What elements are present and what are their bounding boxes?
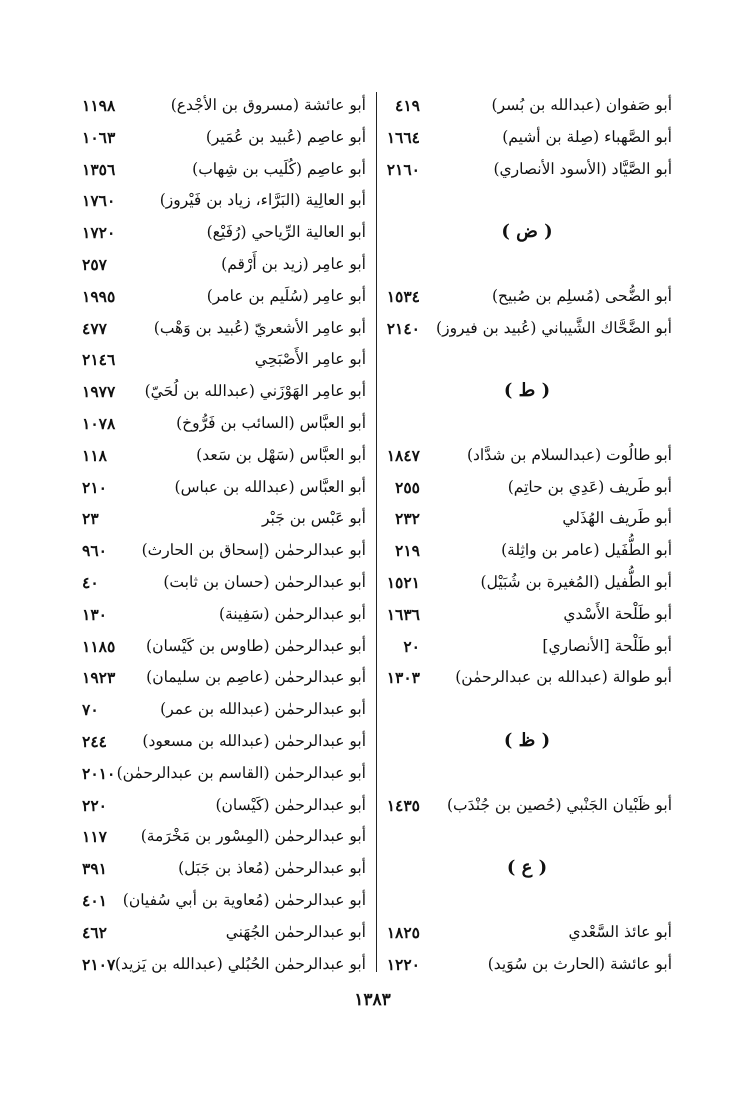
entry-name: أبو الضَّحَّاك الشَّيباني (عُبيد بن فيروز): [436, 318, 672, 337]
entry-number: ٢٢٠: [82, 795, 107, 815]
entry-number: ٢٥٧: [82, 254, 107, 274]
entry-number: ١٧٦٠: [82, 191, 116, 211]
entry-name: أبو عبدالرحمٰن (مُعاوية بن أبي سُفيان): [122, 890, 366, 909]
entry-number: ١٣٠٣: [386, 668, 420, 688]
entry-number: ١٠٦٣: [82, 127, 116, 147]
entry-name: أبو عبدالرحمٰن (سَفِينة): [218, 604, 366, 623]
index-entry: [80, 633, 370, 665]
letter-heading: [382, 378, 672, 410]
entry-name: أبو الطُّفَيل (عامر بن واثِلة): [501, 541, 672, 560]
entry-name: أبو طَريف الهُذَلي: [562, 509, 672, 528]
index-entry: [80, 187, 370, 219]
entry-name: أبو الصَّيَّاد (الأسود الأنصاري): [493, 159, 672, 178]
index-entry: [80, 346, 370, 378]
index-entry: [382, 569, 672, 601]
entry-name: أبو عبدالرحمٰن (مُعاذ بن جَبَل): [178, 859, 366, 878]
entry-name: أبو العبَّاس (سَهْل بن سَعد): [196, 445, 366, 464]
index-entry: [80, 124, 370, 156]
entry-number: ٢٠١٠: [82, 763, 116, 783]
index-entry: [80, 919, 370, 951]
entry-name: أبو عبدالرحمٰن (إسحاق بن الحارث): [141, 541, 366, 560]
entry-number: ٢١٠٧: [82, 954, 116, 974]
page-number: ١٣٨٣: [354, 990, 391, 1010]
entry-number: ١٨٢٥: [386, 922, 420, 942]
entry-number: ١١٨: [82, 445, 107, 465]
index-entry: [80, 474, 370, 506]
entry-name: أبو الطُّفيل (المُغيرة بن شُبَيْل): [480, 572, 672, 591]
left-index-column: [80, 92, 370, 982]
entry-number: ١٦٦٤: [386, 127, 420, 147]
index-entry: [382, 951, 672, 983]
entry-number: ١٠٧٨: [82, 413, 116, 433]
entry-name: أبو الصَّهباء (صِلة بن أشيم): [502, 127, 672, 146]
entry-number: ٢١٤٦: [82, 350, 116, 370]
entry-number: ٢١٦٠: [386, 159, 420, 179]
index-entry: [382, 505, 672, 537]
index-entry: [80, 664, 370, 696]
index-entry: [80, 315, 370, 347]
entry-number: ٤٠١: [82, 890, 107, 910]
entry-name: أبو عبدالرحمٰن (طاوس بن كَيْسان): [146, 636, 366, 655]
index-entry: [80, 601, 370, 633]
index-entry: [382, 537, 672, 569]
entry-number: ٢٥٥: [395, 477, 420, 497]
entry-number: ٤٧٧: [82, 318, 107, 338]
entry-number: ١١٩٨: [82, 96, 116, 115]
entry-name: أبو عبدالرحمٰن (كَيْسان): [215, 795, 366, 814]
entry-name: أبو العبَّاس (السائب بن فَرُّوخ): [176, 413, 366, 432]
blank-row: [382, 887, 672, 919]
index-entry: [80, 887, 370, 919]
entry-name: أبو طَلْحة الأَسْدي: [563, 604, 672, 623]
entry-name: أبو عامِر الهَوْزَني (عبدالله بن لُحَيّ): [144, 382, 366, 401]
entry-name: أبو عامِر الأَصْبَحِي: [254, 350, 366, 369]
entry-name: أبو طالُوت (عبدالسلام بن شدَّاد): [466, 445, 672, 464]
index-entry: [80, 569, 370, 601]
index-entry: [382, 92, 672, 124]
entry-number: ٢١٠: [82, 477, 107, 497]
entry-name: أبو عبدالرحمٰن (حسان بن ثابت): [163, 572, 366, 591]
index-entry: [382, 633, 672, 665]
index-entry: [80, 219, 370, 251]
entry-number: ١٩٩٥: [82, 286, 116, 306]
entry-number: ١٦٣٦: [386, 604, 420, 624]
index-entry: [80, 410, 370, 442]
entry-number: ١٥٣٤: [386, 286, 420, 306]
blank-row: [382, 696, 672, 728]
entry-number: ٢٠: [403, 636, 420, 656]
entry-number: ٢٤٤: [82, 731, 107, 751]
entry-name: أبو عائذ السَّعْدي: [568, 922, 672, 941]
index-entry: [80, 92, 370, 124]
index-entry: [382, 124, 672, 156]
index-entry: [382, 474, 672, 506]
entry-number: ٧٠: [82, 700, 99, 720]
entry-number: ٢١٩: [395, 541, 420, 561]
entry-name: أبو العبَّاس (عبدالله بن عباس): [174, 477, 366, 496]
entry-name: أبو عائشة (مسروق بن الأجْدع): [170, 96, 366, 114]
index-entry: [80, 251, 370, 283]
entry-number: ٤١٩: [395, 96, 420, 115]
letter-heading-label: ( ع ): [506, 857, 548, 879]
entry-number: ١٣٥٦: [82, 159, 116, 179]
index-entry: [382, 792, 672, 824]
index-entry: [80, 728, 370, 760]
entry-number: ١٧٢٠: [82, 223, 116, 243]
index-entry: [382, 442, 672, 474]
entry-name: أبو عاصِم (عُبيد بن عُمَير): [205, 127, 366, 146]
entry-number: ٢١٤٠: [386, 318, 420, 338]
blank-row: [382, 346, 672, 378]
index-entry: [80, 951, 370, 983]
letter-heading: [382, 855, 672, 887]
index-entry: [382, 919, 672, 951]
entry-number: ١٨٤٧: [386, 445, 420, 465]
entry-number: ٢٣٢: [395, 509, 420, 529]
index-entry: [80, 156, 370, 188]
entry-name: أبو عامِر (سُلَيم بن عامر): [206, 286, 366, 305]
entry-name: أبو عاصِم (كُلَيب بن شِهاب): [192, 159, 366, 178]
entry-name: أبو عَبْس بن جَبْر: [261, 509, 366, 528]
entry-number: ١٩٧٧: [82, 382, 116, 402]
letter-heading: [382, 728, 672, 760]
letter-heading-label: ( ض ): [501, 221, 553, 243]
letter-heading: [382, 219, 672, 251]
entry-name: أبو عبدالرحمٰن (عبدالله بن عمر): [160, 700, 366, 719]
index-entry: [80, 760, 370, 792]
entry-number: ٤٦٢: [82, 922, 107, 942]
entry-name: أبو عامِر (زيد بن أَرْقم): [221, 254, 366, 273]
entry-number: ٣٩١: [82, 859, 107, 879]
index-entry: [382, 283, 672, 315]
index-entry: [382, 156, 672, 188]
entry-name: أبو طَريف (عَدِي بن حاتِم): [507, 477, 672, 496]
entry-name: أبو عبدالرحمٰن (عبدالله بن مسعود): [142, 731, 366, 750]
blank-row: [382, 823, 672, 855]
entry-number: ١٤٣٥: [386, 795, 420, 815]
entry-name: أبو عبدالرحمٰن (القاسم بن عبدالرحمٰن): [116, 763, 366, 782]
entry-name: أبو الضُّحى (مُسلِم بن صُبيح): [491, 286, 672, 305]
index-entry: [80, 823, 370, 855]
index-entry: [80, 792, 370, 824]
entry-name: أبو عامِر الأشعريّ (عُبيد بن وَهْب): [153, 318, 366, 337]
index-entry: [80, 505, 370, 537]
entry-name: أبو صَفوان (عبدالله بن بُسر): [491, 96, 672, 114]
letter-heading-label: ( ط ): [503, 380, 551, 402]
entry-name: أبو عبدالرحمٰن (عاصِم بن سليمان): [146, 668, 366, 687]
index-entry: [80, 378, 370, 410]
index-entry: [80, 442, 370, 474]
entry-number: ١١٧: [82, 827, 107, 847]
entry-name: أبو عبدالرحمٰن الحُبُلي (عبدالله بن يَزيد): [114, 954, 366, 973]
entry-name: أبو ظَبْيان الجَنْبي (حُصين بن جُنْدَب): [446, 795, 672, 814]
entry-number: ١٢٢٠: [386, 954, 420, 974]
blank-row: [382, 410, 672, 442]
entry-name: أبو عبدالرحمٰن (المِسْور بن مَخْرَمة): [140, 827, 366, 846]
entry-name: أبو طَلْحة [الأنصاري]: [542, 636, 672, 655]
entry-number: ١١٨٥: [82, 636, 116, 656]
entry-number: ٩٦٠: [82, 541, 107, 561]
entry-name: أبو العالِية (البَرَّاء، زياد بن فَيْروز): [159, 191, 366, 210]
entry-name: أبو عائشة (الحارث بن سُوَيد): [487, 954, 672, 973]
blank-row: [382, 187, 672, 219]
entry-number: ٤٠: [82, 572, 99, 592]
entry-number: ١٩٢٣: [82, 668, 116, 688]
index-entry: [382, 315, 672, 347]
entry-name: أبو عبدالرحمٰن الجُهَني: [225, 922, 366, 941]
column-divider: [376, 92, 377, 972]
blank-row: [382, 251, 672, 283]
right-index-column: [382, 92, 672, 982]
entry-name: أبو طوالة (عبدالله بن عبدالرحمٰن): [455, 668, 672, 687]
entry-number: ٢٣: [82, 509, 99, 529]
entry-number: ١٣٠: [82, 604, 107, 624]
index-entry: [80, 283, 370, 315]
index-entry: [80, 696, 370, 728]
letter-heading-label: ( ظ ): [503, 729, 551, 751]
index-entry: [80, 855, 370, 887]
blank-row: [382, 760, 672, 792]
index-entry: [80, 537, 370, 569]
entry-number: ١٥٢١: [386, 572, 420, 592]
index-entry: [382, 664, 672, 696]
entry-name: أبو العالية الرِّياحي (رُفَيْع): [206, 223, 366, 242]
index-entry: [382, 601, 672, 633]
